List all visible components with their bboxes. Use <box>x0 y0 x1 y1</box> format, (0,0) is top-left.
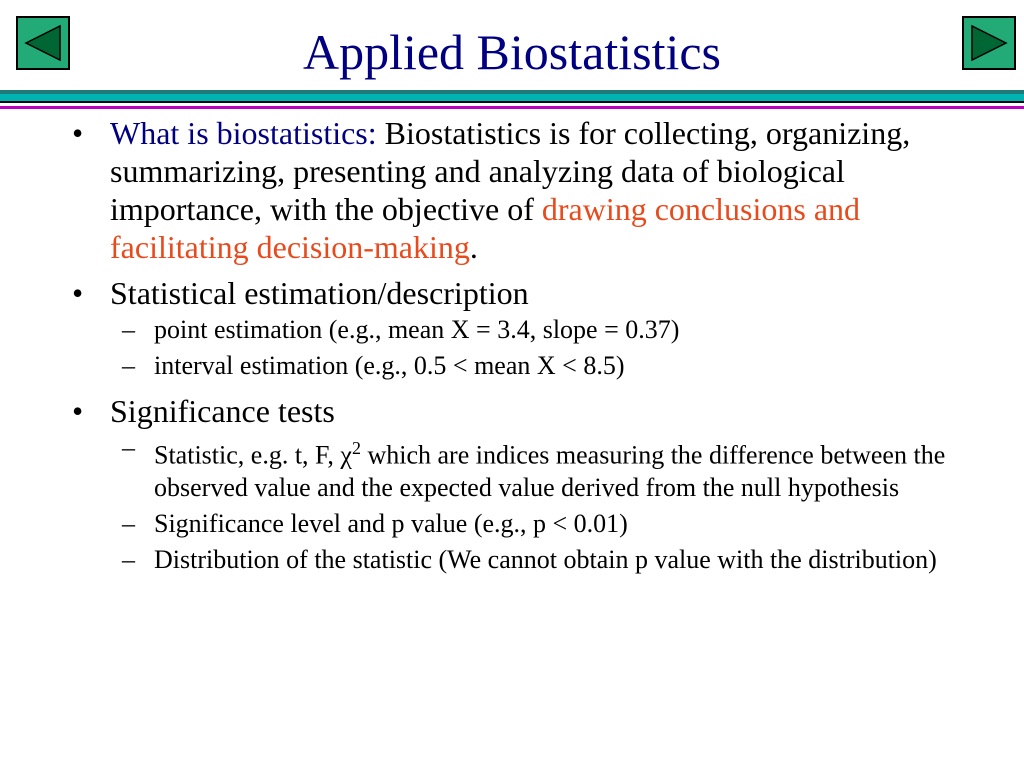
bullet-mark: • <box>72 275 84 311</box>
bullet-lead: What is biostatistics: <box>110 115 377 151</box>
title-divider <box>0 94 1024 101</box>
bullet-item <box>62 392 962 430</box>
bullet-item <box>62 274 962 312</box>
sub-text-post: which are indices measuring the difference between the observed value and the expected value derived from the null hypothesis <box>154 440 946 502</box>
sub-text: interval estimation (e.g., 0.5 < mean X < 8.5) <box>154 351 625 380</box>
title-divider <box>0 101 1024 103</box>
sub-item <box>62 432 962 504</box>
sub-text: Significance level and p value (e.g., p < 0.01) <box>154 508 628 538</box>
bullet-text: Biostatistics is for collecting, organizing, summarizing, presenting and analyzing data of biological importance, with the objective of <box>110 115 911 227</box>
sub-item <box>62 314 962 346</box>
sub-text: Distribution of the statistic (We cannot obtain p value with the distribution) <box>154 544 937 574</box>
sub-item <box>62 350 962 382</box>
bullet-item <box>62 114 962 266</box>
sub-superscript: 2 <box>351 438 361 458</box>
bullet-text: Statistical estimation/description <box>110 275 529 311</box>
slide-body <box>62 114 962 576</box>
sub-mark: – <box>122 315 135 344</box>
bullet-mark: • <box>72 115 84 151</box>
sub-text-pre: Statistic, e.g. t, F, χ <box>154 440 352 470</box>
sub-mark: – <box>122 351 135 380</box>
bullet-tail: . <box>469 229 478 265</box>
bullet-text: Significance tests <box>110 393 335 429</box>
sub-text: point estimation (e.g., mean X = 3.4, slope = 0.37) <box>154 315 680 344</box>
bullet-highlight: drawing conclusions and facilitating decision-making <box>110 191 861 265</box>
sub-item <box>62 544 962 576</box>
title-divider <box>0 106 1024 109</box>
bullet-mark: • <box>72 393 84 429</box>
sub-mark: – <box>122 544 135 574</box>
slide-title: Applied Biostatistics <box>302 24 722 80</box>
sub-mark: – <box>122 433 135 462</box>
sub-mark: – <box>122 508 135 538</box>
sub-item <box>62 508 962 540</box>
